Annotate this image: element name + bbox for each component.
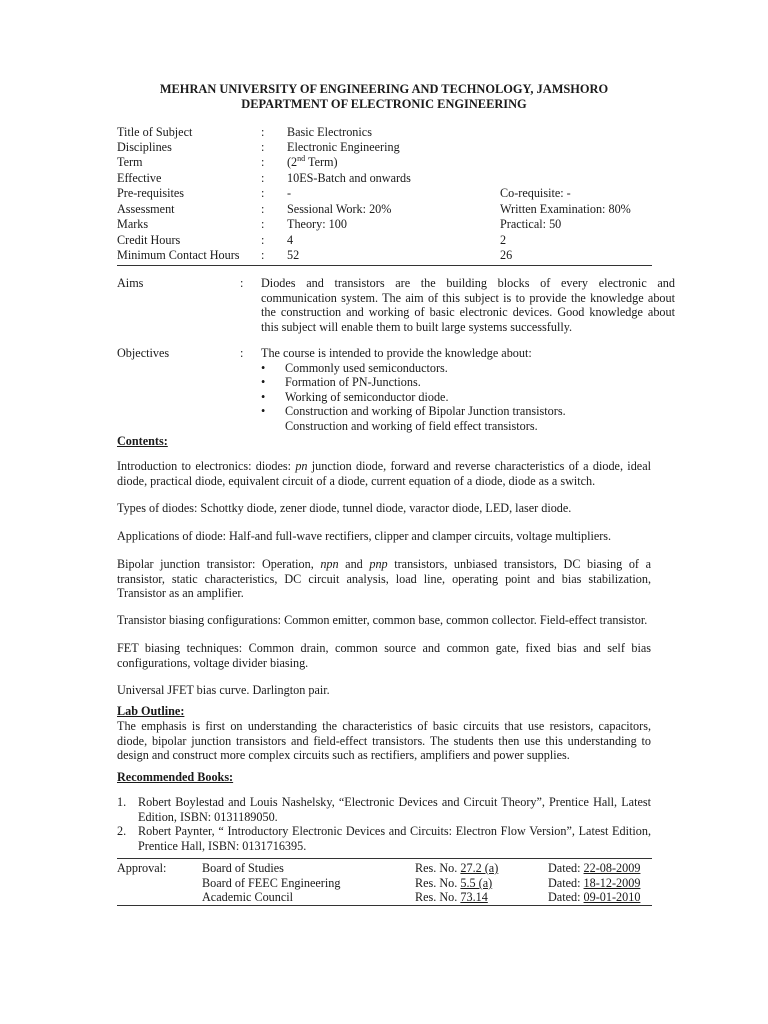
approval-res: Res. No. 5.5 (a): [415, 876, 493, 890]
info-extra: Practical: 50: [500, 217, 562, 231]
info-value: 4: [287, 233, 294, 247]
info-colon: :: [261, 140, 265, 154]
info-label: Credit Hours: [117, 233, 181, 247]
objective-item: • Construction and working of Bipolar Junction transistors.: [261, 404, 675, 419]
info-label: Title of Subject: [117, 125, 193, 139]
info-row-credit-hours: [0, 233, 768, 249]
approval-row: [0, 861, 768, 877]
info-label: Disciplines: [117, 140, 172, 154]
info-value: Basic Electronics: [287, 125, 372, 139]
contents-para-intro: Introduction to electronics: diodes: pn junction diode, forward and reverse characteristics of a diode, ideal diode, practical diode, equivalent circuit of a diode, current equation of a diode, diode as a switch.: [117, 459, 651, 488]
info-value: -: [287, 186, 292, 200]
approval-row: [0, 890, 768, 906]
info-colon: :: [261, 186, 265, 200]
lab-outline-heading: Lab Outline:: [117, 704, 185, 718]
info-value: Sessional Work: 20%: [287, 202, 392, 216]
info-extra: Written Examination: 80%: [500, 202, 631, 216]
info-colon: :: [261, 202, 265, 216]
info-value-term: (2nd Term): [287, 153, 338, 169]
info-colon: :: [261, 171, 265, 185]
book-item: 1. Robert Boylestad and Louis Nashelsky, “Electronic Devices and Circuit Theory”, Prentice Hall, Latest Edition, ISBN: 0131189050.: [117, 795, 651, 824]
approval-date: Dated: 22-08-2009: [548, 861, 641, 875]
objective-item: • Working of semiconductor diode.: [261, 390, 675, 405]
objectives-colon: :: [240, 346, 244, 360]
approval-date: Dated: 18-12-2009: [548, 876, 641, 890]
objectives-label: Objectives: [117, 346, 170, 360]
objective-item: • Formation of PN-Junctions.: [261, 375, 675, 390]
aims-label: Aims: [117, 276, 144, 290]
approval-date: Dated: 09-01-2010: [548, 890, 641, 904]
books-list: [117, 795, 651, 853]
approval-divider: [117, 858, 652, 859]
books-heading: Recommended Books:: [117, 770, 234, 784]
approval-label: Approval:: [117, 861, 167, 875]
approval-res: Res. No. 27.2 (a): [415, 861, 499, 875]
info-value: Electronic Engineering: [287, 140, 400, 154]
approval-bottom-divider: [117, 905, 652, 906]
info-colon: :: [261, 217, 265, 231]
info-colon: :: [261, 125, 265, 139]
aims-colon: :: [240, 276, 244, 290]
info-colon: :: [261, 248, 265, 262]
contents-para-bjt: Bipolar junction transistor: Operation, npn and pnp transistors, unbiased transistors, DC biasing of a transistor, static characteristics, DC circuit analysis, load line, operating point and bias stabilization, Transistor as an amplifier.: [117, 557, 651, 600]
info-label: Marks: [117, 217, 149, 231]
info-value: Theory: 100: [287, 217, 347, 231]
aims-text: Diodes and transistors are the building blocks of every electronic and communication system. The aim of this subject is to provide the knowledge about the construction and working of basic electronic devices. Good knowledge about this subject will enable them to built large systems successfully.: [261, 276, 675, 334]
approval-res: Res. No. 73.14: [415, 890, 488, 904]
contents-para-jfet: Universal JFET bias curve. Darlington pair.: [117, 683, 330, 697]
info-row-effective: [0, 171, 768, 187]
info-row-contact-hours: [0, 248, 768, 264]
info-label: Minimum Contact Hours: [117, 248, 240, 262]
approval-body: Academic Council: [202, 890, 294, 904]
objectives-list: [261, 361, 675, 419]
contents-para-biasing: Transistor biasing configurations: Common emitter, common base, common collector. Field-effect transistor.: [117, 613, 648, 627]
info-colon: :: [261, 155, 265, 169]
approval-body: Board of Studies: [202, 861, 284, 875]
info-row-title: [0, 125, 768, 141]
objective-item: • Commonly used semiconductors.: [261, 361, 675, 376]
objectives-intro: The course is intended to provide the knowledge about:: [261, 346, 532, 360]
department-title: DEPARTMENT OF ELECTRONIC ENGINEERING: [241, 97, 527, 111]
contents-heading: Contents:: [117, 434, 168, 448]
info-row-prerequisites: [0, 186, 768, 202]
objectives-block: [261, 346, 675, 433]
info-extra: 2: [500, 233, 507, 247]
info-divider: [117, 265, 652, 266]
contents-para-fet: FET biasing techniques: Common drain, common source and common gate, fixed bias and self bias configurations, voltage divider biasing.: [117, 641, 651, 670]
objective-item-continued: Construction and working of field effect transistors.: [285, 418, 538, 433]
info-row-assessment: [0, 202, 768, 218]
info-label: Effective: [117, 171, 162, 185]
info-row-disciplines: [0, 140, 768, 156]
info-label: Term: [117, 155, 143, 169]
info-value: 10ES-Batch and onwards: [287, 171, 411, 185]
info-extra: Co-requisite: -: [500, 186, 571, 200]
info-label: Assessment: [117, 202, 175, 216]
info-row-term: [0, 155, 768, 171]
contents-para-diode-apps: Applications of diode: Half-and full-wave rectifiers, clipper and clamper circuits, voltage multipliers.: [117, 529, 612, 543]
approval-body: Board of FEEC Engineering: [202, 876, 341, 890]
info-extra: 26: [500, 248, 513, 262]
contents-para-diode-types: Types of diodes: Schottky diode, zener diode, tunnel diode, varactor diode, LED, laser diode.: [117, 501, 572, 515]
book-item: 2. Robert Paynter, “ Introductory Electronic Devices and Circuits: Electron Flow Version”, Latest Edition, Prentice Hall, ISBN: 0131716395.: [117, 824, 651, 853]
info-label: Pre-requisites: [117, 186, 185, 200]
info-colon: :: [261, 233, 265, 247]
lab-outline-text: The emphasis is first on understanding the characteristics of basic circuits that use resistors, capacitors, diode, bipolar junction transistors and field-effect transistors. The students then use this understanding to design and construct more complex circuits such as rectifiers, amplifiers and power supplies.: [117, 719, 651, 762]
info-value: 52: [287, 248, 300, 262]
info-row-marks: [0, 217, 768, 233]
university-title: MEHRAN UNIVERSITY OF ENGINEERING AND TECHNOLOGY, JAMSHORO: [159, 82, 609, 96]
